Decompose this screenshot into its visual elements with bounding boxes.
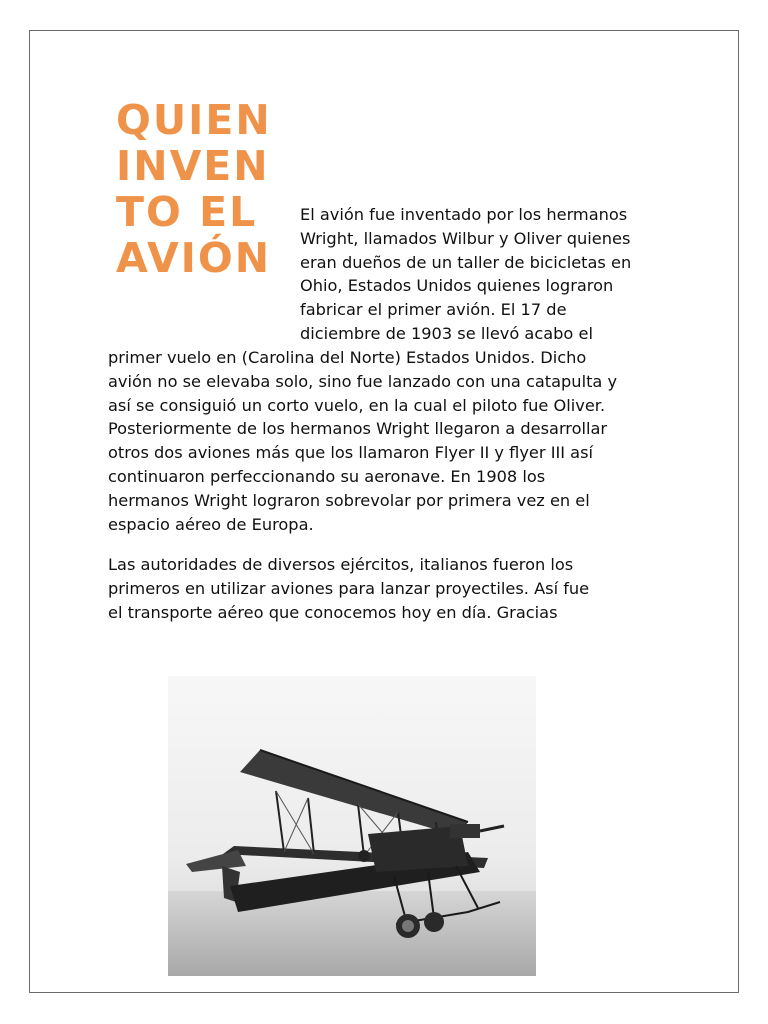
title-line: INVEN xyxy=(116,142,270,190)
text-line: eran dueños de un taller de bicicletas en xyxy=(300,252,632,272)
text-line: Wright, llamados Wilbur y Oliver quienes xyxy=(300,228,631,248)
text-line: El avión fue inventado por los hermanos xyxy=(300,205,628,224)
text-line: Ohio, Estados Unidos quienes lograron xyxy=(300,276,614,296)
second-paragraph xyxy=(108,553,589,624)
text-line: primer vuelo en (Carolina del Norte) Estados Unidos. Dicho xyxy=(108,348,587,367)
text-line: Posteriormente de los hermanos Wright llegaron a desarrollar xyxy=(108,419,608,439)
title-line: AVIÓN xyxy=(116,234,272,282)
text-line: primeros en utilizar aviones para lanzar proyectiles. Así fue xyxy=(108,578,590,598)
title-line: TO EL xyxy=(116,188,258,236)
text-line: Las autoridades de diversos ejércitos, italianos fueron los xyxy=(108,555,574,574)
text-line: diciembre de 1903 se llevó acabo el xyxy=(300,323,593,343)
document-page xyxy=(29,30,739,993)
text-line: otros dos aviones más que los llamaron Flyer II y flyer III así xyxy=(108,443,594,463)
document-title xyxy=(116,97,286,281)
text-line: hermanos Wright lograron sobrevolar por primera vez en el xyxy=(108,490,590,510)
biplane-photo xyxy=(168,676,536,976)
text-line: fabricar el primer avión. El 17 de xyxy=(300,300,567,320)
title-line: QUIEN xyxy=(116,96,272,144)
intro-continuation xyxy=(108,346,617,536)
text-line: espacio aéreo de Europa. xyxy=(108,514,314,534)
text-line: avión no se elevaba solo, sino fue lanzado con una catapulta y xyxy=(108,371,618,391)
text-line: el transporte aéreo que conocemos hoy en día. Gracias xyxy=(108,602,558,622)
intro-paragraph xyxy=(300,203,631,346)
text-line: así se consiguió un corto vuelo, en la cual el piloto fue Oliver. xyxy=(108,395,606,415)
text-line: continuaron perfeccionando su aeronave. En 1908 los xyxy=(108,466,546,486)
